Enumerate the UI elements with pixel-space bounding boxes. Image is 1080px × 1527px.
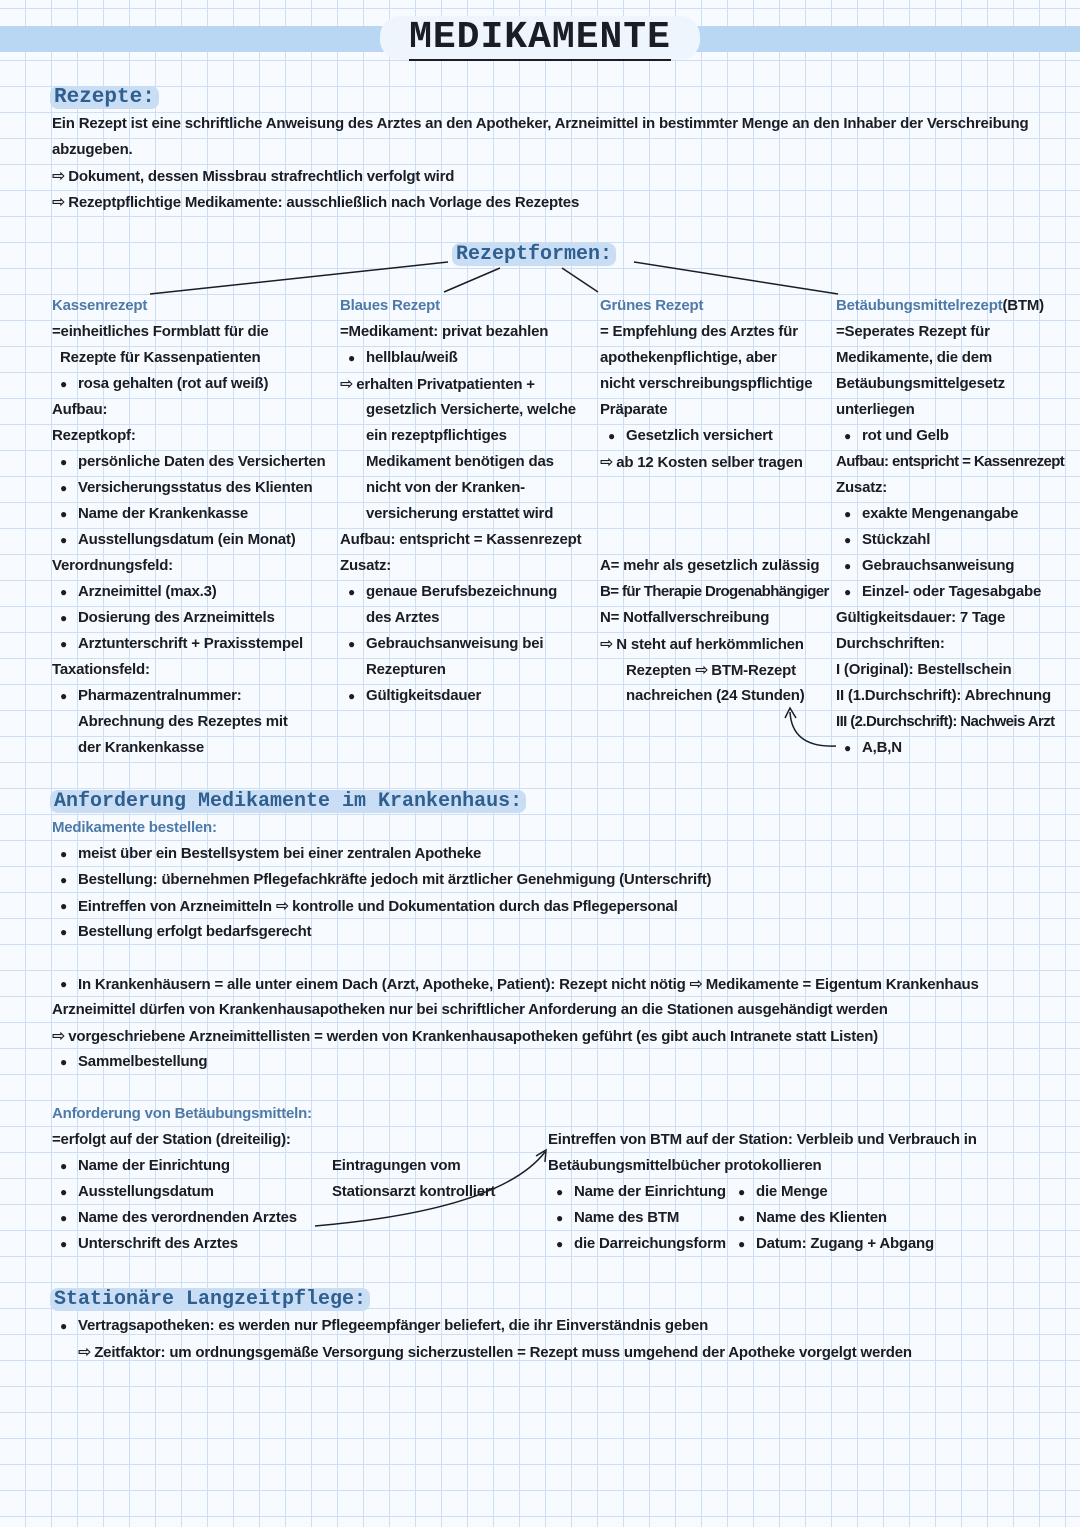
blaues-rezept-line: des Arztes bbox=[366, 609, 440, 626]
btm-eintreffen-bullet: ● Datum: Zugang + Abgang bbox=[756, 1231, 934, 1257]
blaues-rezept-bullet: ● genaue Berufsbezeichnung bbox=[366, 579, 557, 605]
anforderung-bullet bbox=[78, 971, 979, 998]
gruenes-rezept-title: Grünes Rezept bbox=[600, 297, 704, 314]
btm-anforderung-bullet: ● Name des verordnenden Arztes bbox=[78, 1205, 297, 1231]
btm-anforderung-note: Eintragungen vom bbox=[332, 1157, 461, 1174]
kassenrezept-line: =einheitliches Formblatt für die bbox=[52, 323, 269, 340]
btm-rezept-line: Gültigkeitsdauer: 7 Tage bbox=[836, 609, 1006, 626]
kassenrezept-line: Rezepte für Kassenpatienten bbox=[60, 349, 261, 366]
kassenrezept-line: Aufbau: bbox=[52, 401, 108, 418]
btm-rezept-line: Zusatz: bbox=[836, 479, 888, 496]
arrow-icon: ⇨ bbox=[52, 192, 66, 211]
anforderung-bullet: ● Sammelbestellung bbox=[78, 1049, 207, 1075]
blaues-rezept-bullet: ● Gebrauchsanweisung bei bbox=[366, 631, 543, 657]
btm-rezept-bullet: ● rot und Gelb bbox=[862, 423, 949, 449]
btm-rezept-title bbox=[836, 293, 1044, 319]
btm-anforderung-note: Stationsarzt kontrolliert bbox=[332, 1183, 496, 1200]
rezepte-definition-2: abzugeben. bbox=[52, 141, 133, 158]
arrow-icon: ⇨ bbox=[52, 166, 66, 185]
gruenes-rezept-line: Präparate bbox=[600, 401, 668, 418]
btm-anforderung-bullet: ● Name der Einrichtung bbox=[78, 1153, 230, 1179]
kassenrezept-bullet: ● Ausstellungsdatum (ein Monat) bbox=[78, 527, 296, 553]
kassenrezept-bullet: ● Arztunterschrift + Praxisstempel bbox=[78, 631, 303, 657]
btm-rezept-line: III (2.Durchschrift): Nachweis Arzt bbox=[836, 713, 1055, 730]
btm-eintreffen-bullet: ● Name des BTM bbox=[574, 1205, 679, 1231]
btm-rezept-line: Medikamente, die dem bbox=[836, 349, 993, 366]
arrow-icon: ⇨ bbox=[689, 974, 703, 993]
blaues-rezept-bullet: ● Gültigkeitsdauer bbox=[366, 683, 481, 709]
gruenes-rezept-line-text: BTM-Rezept bbox=[711, 662, 796, 679]
anforderung-line-text: vorgeschriebene Arzneimittellisten = werden von Krankenhausapotheken geführt (es gibt auch Intranete statt Listen) bbox=[68, 1028, 878, 1045]
kassenrezept-line: Abrechnung des Rezeptes mit bbox=[78, 713, 288, 730]
arrow-icon: ⇨ bbox=[52, 1026, 66, 1045]
kassenrezept-line: Taxationsfeld: bbox=[52, 661, 150, 678]
kassenrezept-bullet: ● Dosierung des Arzneimittels bbox=[78, 605, 275, 631]
gruenes-rezept-line bbox=[600, 449, 803, 476]
btm-rezept-line: II (1.Durchschrift): Abrechnung bbox=[836, 687, 1051, 704]
kassenrezept-bullet: ● Name der Krankenkasse bbox=[78, 501, 248, 527]
blaues-rezept-line: Zusatz: bbox=[340, 557, 392, 574]
arrow-icon: ⇨ bbox=[275, 896, 290, 915]
blaues-rezept-line: =Medikament: privat bezahlen bbox=[340, 323, 549, 340]
gruenes-rezept-line: apothekenpflichtige, aber bbox=[600, 349, 777, 366]
blaues-rezept-line: Medikament benötigen das bbox=[366, 453, 554, 470]
btm-rezept-line: unterliegen bbox=[836, 401, 915, 418]
blaues-rezept-line: Rezepturen bbox=[366, 661, 446, 678]
btm-eintreffen-bullet: ● die Menge bbox=[756, 1179, 828, 1205]
btm-eintreffen-bullet: ● Name des Klienten bbox=[756, 1205, 887, 1231]
btm-rezept-bullet: ● Gebrauchsanweisung bbox=[862, 553, 1014, 579]
btm-eintreffen-line: Betäubungsmittelbücher protokollieren bbox=[548, 1157, 822, 1174]
gruenes-rezept-line-text: Rezepten bbox=[626, 662, 692, 679]
btm-rezept-line: Betäubungsmittelgesetz bbox=[836, 375, 1005, 392]
anforderung-bullet bbox=[78, 893, 678, 920]
kassenrezept-bullet: ● Arzneimittel (max.3) bbox=[78, 579, 217, 605]
blaues-rezept-title: Blaues Rezept bbox=[340, 297, 440, 314]
btm-rezept-line: Aufbau: entspricht = Kassenrezept bbox=[836, 453, 1065, 470]
btm-rezept-line: Durchschriften: bbox=[836, 635, 945, 652]
kassenrezept-line: der Krankenkasse bbox=[78, 739, 205, 756]
anforderung-line bbox=[52, 1023, 878, 1050]
btm-rezept-bullet: ● A,B,N bbox=[862, 735, 902, 761]
blaues-rezept-line: versicherung erstattet wird bbox=[366, 505, 554, 522]
anforderung-bullet: ● meist über ein Bestellsystem bei einer zentralen Apotheke bbox=[78, 841, 481, 867]
kassenrezept-bullet: ● Pharmazentralnummer: bbox=[78, 683, 242, 709]
rezepte-definition-1: Ein Rezept ist eine schriftliche Anweisung des Arztes an den Apotheker, Arzneimittel in bestimmter Menge an den Inhaber der Verschreibung bbox=[52, 115, 1029, 132]
anforderung-heading-text: Anforderung Medikamente im Krankenhaus: bbox=[50, 790, 526, 813]
btm-rezept-title-text: Betäubungsmittelrezept bbox=[836, 297, 1003, 314]
btm-rezept-bullet: ● Stückzahl bbox=[862, 527, 930, 553]
kassenrezept-line: Verordnungsfeld: bbox=[52, 557, 173, 574]
kassenrezept-line: Rezeptkopf: bbox=[52, 427, 136, 444]
langzeitpflege-line-text: Zeitfaktor: um ordnungsgemäße Versorgung sicherzustellen = Rezept muss umgehend der Apotheke vorgelgt werden bbox=[94, 1344, 912, 1361]
arrow-icon: ⇨ bbox=[695, 660, 709, 679]
btm-anforderung-line: =erfolgt auf der Station (dreiteilig): bbox=[52, 1131, 291, 1148]
gruenes-rezept-line: A= mehr als gesetzlich zulässig bbox=[600, 557, 820, 574]
btm-eintreffen-bullet: ● die Darreichungsform bbox=[574, 1231, 726, 1257]
anforderung-line: Arzneimittel dürfen von Krankenhausapotheken nur bei schriftlicher Anforderung an die Stationen ausgehändigt werden bbox=[52, 1001, 888, 1018]
gruenes-rezept-line: B= für Therapie Drogenabhängiger bbox=[600, 583, 829, 600]
kassenrezept-title: Kassenrezept bbox=[52, 297, 148, 314]
blaues-rezept-bullet: ● hellblau/weiß bbox=[366, 345, 458, 371]
kassenrezept-bullet: ● persönliche Daten des Versicherten bbox=[78, 449, 325, 475]
blaues-rezept-line bbox=[340, 371, 535, 398]
gruenes-rezept-line-text: N steht auf herkömmlichen bbox=[616, 636, 804, 653]
langzeitpflege-line bbox=[78, 1339, 912, 1366]
anforderung-bullet-text: Medikamente = Eigentum Krankenhaus bbox=[705, 976, 979, 993]
btm-eintreffen-line: Eintreffen von BTM auf der Station: Verbleib und Verbrauch in bbox=[548, 1131, 977, 1148]
arrow-icon: ⇨ bbox=[78, 1342, 92, 1361]
blaues-rezept-line: gesetzlich Versicherte, welche bbox=[366, 401, 576, 418]
btm-rezept-line: =Seperates Rezept für bbox=[836, 323, 990, 340]
arrow-icon: ⇨ bbox=[600, 452, 614, 471]
gruenes-rezept-line bbox=[626, 657, 796, 684]
rezeptformen-heading-text: Rezeptformen: bbox=[452, 243, 616, 266]
rezepte-point-1-text: Dokument, dessen Missbrau strafrechtlich verfolgt wird bbox=[68, 168, 455, 185]
anforderung-bullet-text: In Krankenhäusern = alle unter einem Dach (Arzt, Apotheke, Patient): Rezept nicht nötig bbox=[78, 976, 686, 993]
blaues-rezept-line-text: erhalten Privatpatienten + bbox=[356, 376, 535, 393]
gruenes-rezept-line: nicht verschreibungspflichtige bbox=[600, 375, 813, 392]
rezepte-heading-text: Rezepte: bbox=[50, 86, 159, 109]
btm-eintreffen-bullet: ● Name der Einrichtung bbox=[574, 1179, 726, 1205]
langzeitpflege-bullet: ● Vertragsapotheken: es werden nur Pflegeempfänger beliefert, die ihr Einverständnis geben bbox=[78, 1313, 708, 1339]
gruenes-rezept-line: = Empfehlung des Arztes für bbox=[600, 323, 798, 340]
gruenes-rezept-line bbox=[600, 631, 804, 658]
gruenes-rezept-line: N= Notfallverschreibung bbox=[600, 609, 770, 626]
gruenes-rezept-line: nachreichen (24 Stunden) bbox=[626, 687, 805, 704]
langzeitpflege-heading-text: Stationäre Langzeitpflege: bbox=[50, 1288, 370, 1311]
btm-anforderung-bullet: ● Unterschrift des Arztes bbox=[78, 1231, 238, 1257]
arrow-icon: ⇨ bbox=[600, 634, 614, 653]
btm-anforderung-bullet: ● Ausstellungsdatum bbox=[78, 1179, 214, 1205]
arrow-icon: ⇨ bbox=[340, 374, 354, 393]
anforderung-bullet: ● Bestellung erfolgt bedarfsgerecht bbox=[78, 919, 311, 945]
blaues-rezept-line: Aufbau: entspricht = Kassenrezept bbox=[340, 531, 582, 548]
anforderung-bullet-text: kontrolle und Dokumentation durch das Pflegepersonal bbox=[292, 898, 678, 915]
rezepte-point-2-text: Rezeptpflichtige Medikamente: ausschließlich nach Vorlage des Rezeptes bbox=[68, 194, 580, 211]
page-title-text: MEDIKAMENTE bbox=[409, 16, 671, 59]
btm-rezept-title-suffix: (BTM) bbox=[1002, 297, 1044, 314]
btm-rezept-line: I (Original): Bestellschein bbox=[836, 661, 1012, 678]
btm-rezept-bullet: ● exakte Mengenangabe bbox=[862, 501, 1018, 527]
btm-rezept-bullet: ● Einzel- oder Tagesabgabe bbox=[862, 579, 1041, 605]
anforderung-heading bbox=[50, 788, 526, 816]
blaues-rezept-line: nicht von der Kranken- bbox=[366, 479, 525, 496]
kassenrezept-bullet: ● Versicherungsstatus des Klienten bbox=[78, 475, 313, 501]
kassenrezept-bullet: ● rosa gehalten (rot auf weiß) bbox=[78, 371, 268, 397]
blaues-rezept-line: ein rezeptpflichtiges bbox=[366, 427, 507, 444]
langzeitpflege-heading bbox=[50, 1286, 370, 1314]
anforderung-subheading: Medikamente bestellen: bbox=[52, 819, 217, 836]
gruenes-rezept-bullet: ● Gesetzlich versichert bbox=[626, 423, 773, 449]
anforderung-bullet-text: Eintreffen von Arzneimitteln bbox=[78, 898, 272, 915]
anforderung-bullet: ● Bestellung: übernehmen Pflegefachkräfte jedoch mit ärztlicher Genehmigung (Unterschrift) bbox=[78, 867, 711, 893]
btm-anforderung-subheading: Anforderung von Betäubungsmitteln: bbox=[52, 1105, 312, 1122]
gruenes-rezept-line-text: ab 12 Kosten selber tragen bbox=[616, 454, 803, 471]
